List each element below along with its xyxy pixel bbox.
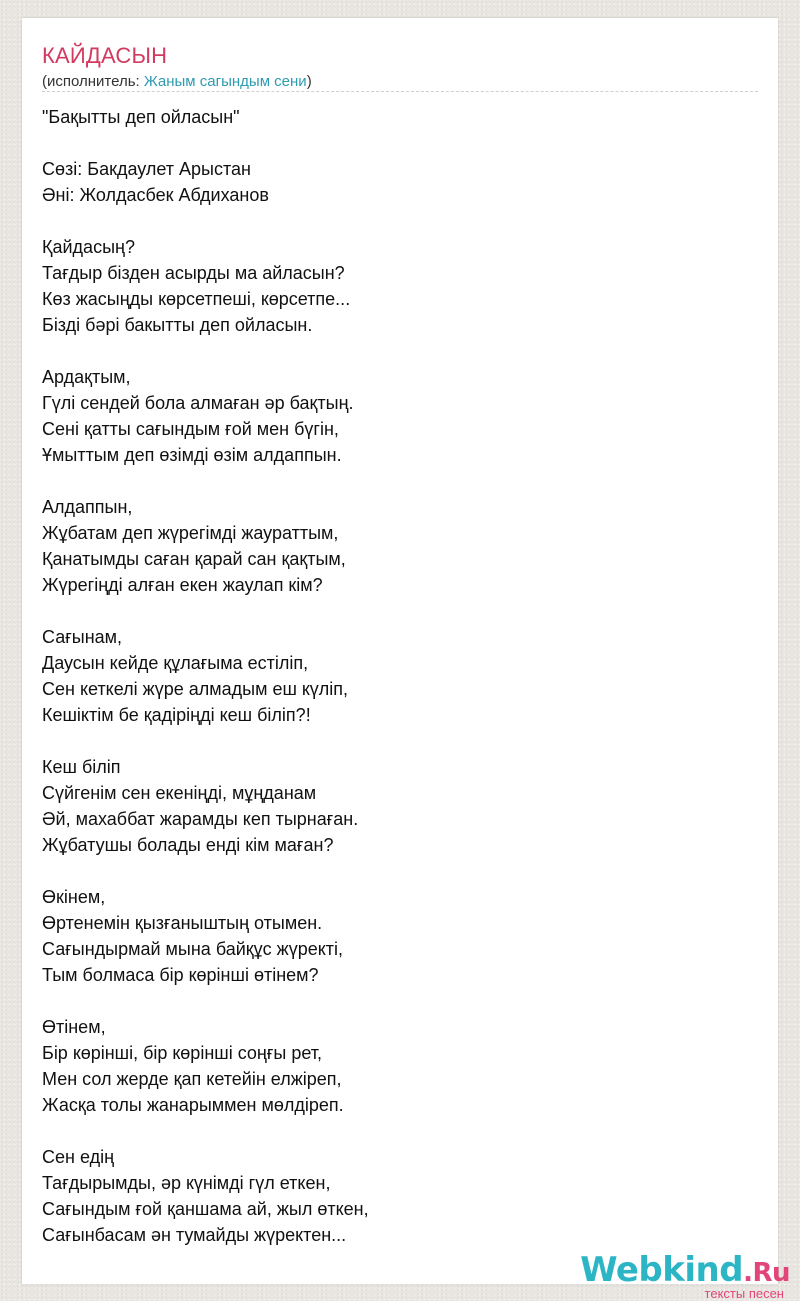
lyrics-line: Сен кеткелі жүре алмадым еш күліп, [42, 679, 349, 699]
artist-line [42, 72, 312, 92]
lyrics-line: Әні: Жолдасбек Абдиханов [42, 185, 269, 205]
lyrics-text [42, 104, 742, 1248]
watermark-logo [580, 1250, 790, 1290]
artist-prefix: (исполнитель: [42, 73, 144, 90]
lyrics-line: Сені қатты сағындым ғой мен бүгін, [42, 419, 339, 439]
lyrics-line: Сағындырмай мына байқұс жүректі, [42, 939, 344, 959]
lyrics-line: Жүрегіңді алған екен жаулап кім? [42, 575, 323, 595]
lyrics-line: Қайдасың? [42, 237, 135, 257]
lyrics-line: Даусын кейде құлағыма естіліп, [42, 653, 309, 673]
lyrics-line: Әй, махаббат жарамды кеп тырнаған. [42, 809, 359, 829]
lyrics-line: "Бақытты деп ойласын" [42, 107, 240, 127]
lyrics-line: Тым болмаса бір көрінші өтінем? [42, 965, 319, 985]
watermark-name: Webkind [580, 1250, 744, 1290]
lyrics-blank-line [42, 208, 742, 234]
lyrics-line: Жұбатам деп жүрегімді жаураттым, [42, 523, 339, 543]
watermark [580, 1250, 790, 1301]
lyrics-line: Ардақтым, [42, 367, 131, 387]
lyrics-card [22, 18, 778, 1284]
lyrics-line: Тағдырымды, әр күнімді гүл еткен, [42, 1173, 331, 1193]
lyrics-line: Ұмыттым деп өзімді өзім алдаппын. [42, 445, 342, 465]
lyrics-blank-line [42, 338, 742, 364]
lyrics-line: Сүйгенім сен екеніңді, мұңданам [42, 783, 317, 803]
lyrics-line: Сағынам, [42, 627, 123, 647]
lyrics-line: Жұбатушы болады енді кім маған? [42, 835, 334, 855]
lyrics-line: Бір көрінші, бір көрінші соңғы рет, [42, 1043, 323, 1063]
dashed-divider [42, 91, 758, 92]
lyrics-blank-line [42, 130, 742, 156]
lyrics-blank-line [42, 468, 742, 494]
lyrics-line: Тағдыр бізден асырды ма айласын? [42, 263, 345, 283]
lyrics-line: Мен сол жерде қап кетейін елжіреп, [42, 1069, 342, 1089]
lyrics-blank-line [42, 988, 742, 1014]
lyrics-line: Өкінем, [42, 887, 106, 907]
lyrics-line: Сағындым ғой қаншама ай, жыл өткен, [42, 1199, 369, 1219]
artist-suffix: ) [306, 73, 312, 90]
lyrics-line: Кешіктім бе қадіріңді кеш біліп?! [42, 705, 311, 725]
lyrics-line: Сөзі: Бакдаулет Арыстан [42, 159, 251, 179]
lyrics-line: Көз жасыңды көрсетпеші, көрсетпе... [42, 289, 351, 309]
lyrics-line: Өтінем, [42, 1017, 106, 1037]
lyrics-line: Сағынбасам ән тумайды жүректен... [42, 1225, 347, 1245]
lyrics-line: Сен едің [42, 1147, 115, 1167]
watermark-tagline: тексты песен [704, 1286, 784, 1301]
lyrics-blank-line [42, 1118, 742, 1144]
lyrics-line: Кеш біліп [42, 757, 121, 777]
lyrics-line: Өртенемін қызғаныштың отымен. [42, 913, 323, 933]
song-title: КАЙДАСЫН [42, 43, 168, 68]
lyrics-line: Гүлі сендей бола алмаған әр бақтың. [42, 393, 354, 413]
lyrics-line: Алдаппын, [42, 497, 133, 517]
lyrics-blank-line [42, 728, 742, 754]
lyrics-line: Жасқа толы жанарыммен мөлдіреп. [42, 1095, 344, 1115]
lyrics-line: Қанатымды саған қарай сан қақтым, [42, 549, 346, 569]
lyrics-blank-line [42, 858, 742, 884]
lyrics-blank-line [42, 598, 742, 624]
watermark-tld: .Ru [743, 1258, 790, 1288]
lyrics-line: Бізді бәрі бакытты деп ойласын. [42, 315, 313, 335]
artist-link[interactable]: Жаным сагындым сени [143, 73, 307, 90]
